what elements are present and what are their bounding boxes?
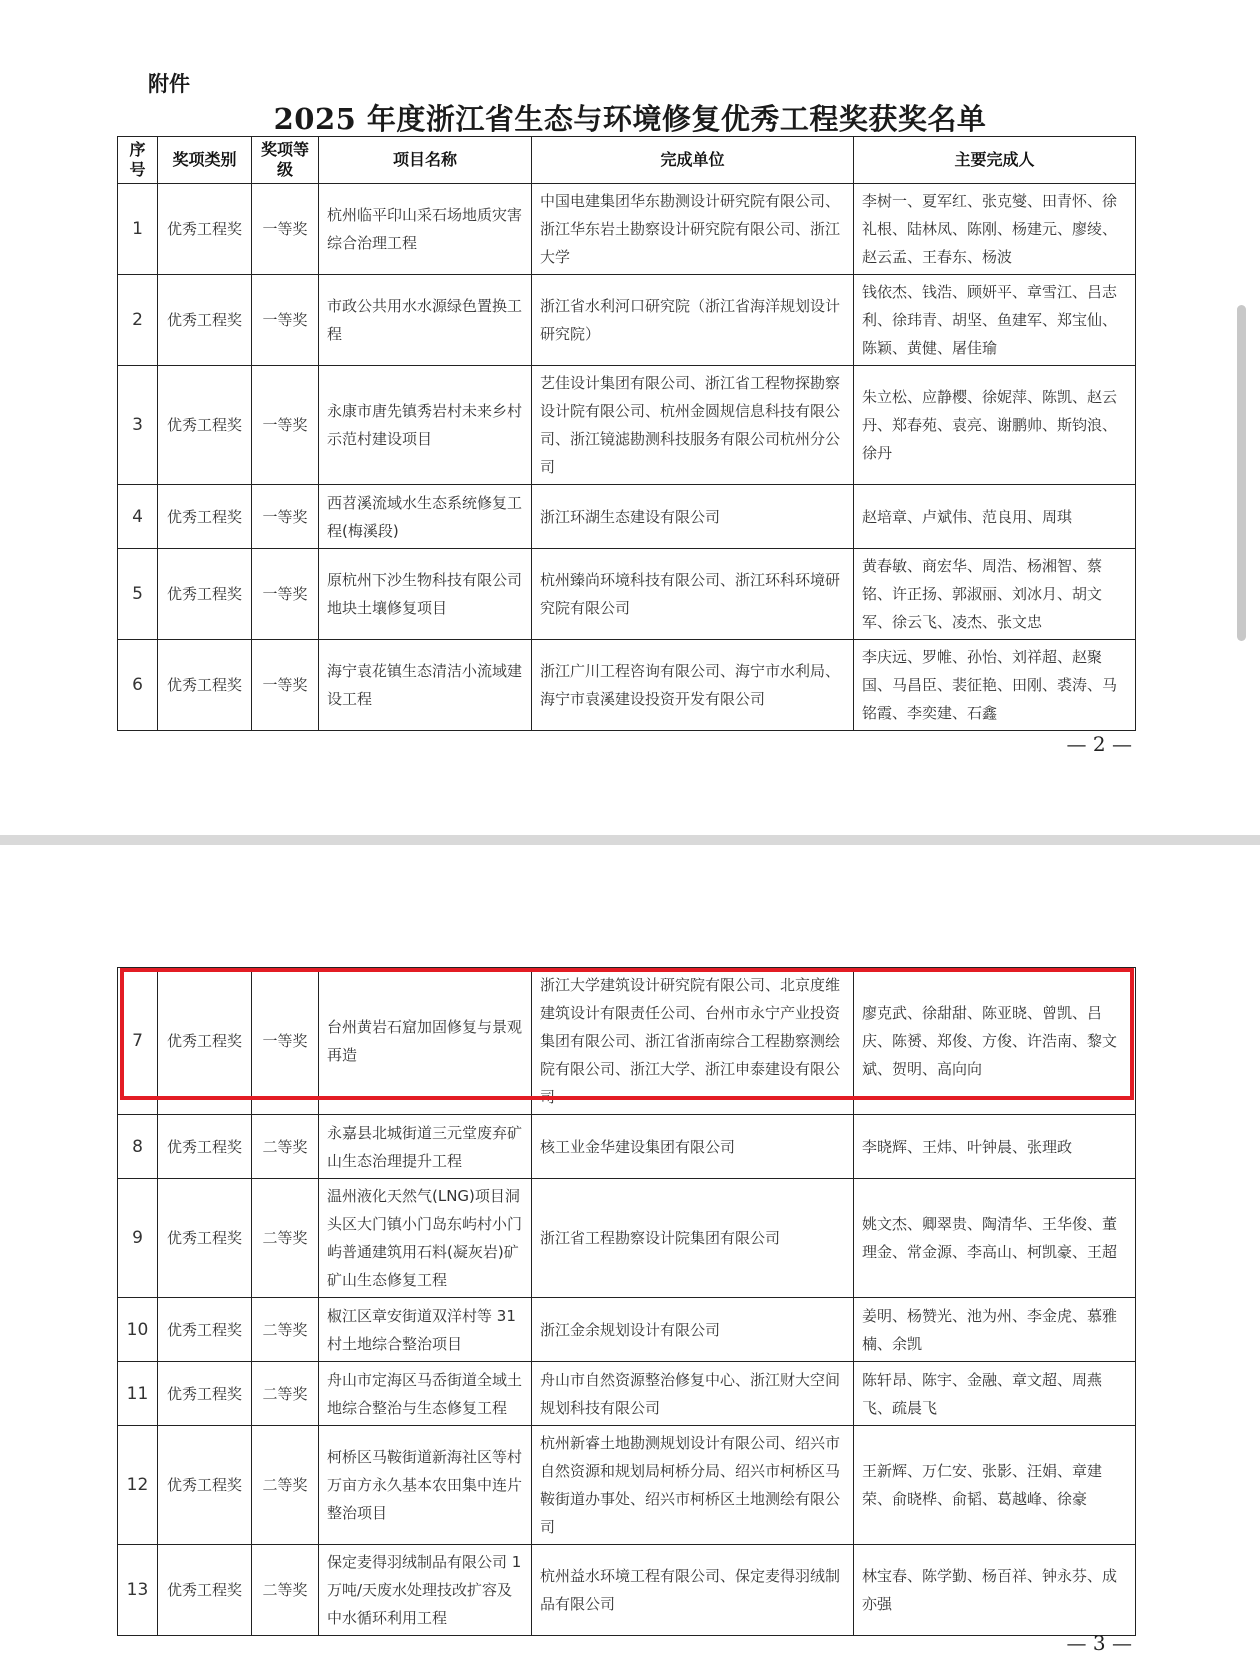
main-persons: 廖克武、徐甜甜、陈亚晓、曾凯、吕庆、陈赟、郑俊、方俊、许浩南、黎文斌、贺明、高向向 xyxy=(854,968,1136,1115)
project-name: 台州黄岩石窟加固修复与景观再造 xyxy=(319,968,532,1115)
project-name: 柯桥区马鞍街道新海社区等村万亩方永久基本农田集中连片整治项目 xyxy=(319,1426,532,1545)
project-name: 海宁袁花镇生态清洁小流域建设工程 xyxy=(319,640,532,731)
header-unit: 完成单位 xyxy=(532,137,854,184)
main-persons: 姜明、杨赞光、池为州、李金虎、慕雅楠、余凯 xyxy=(854,1298,1136,1362)
row-number: 1 xyxy=(118,184,158,275)
completion-unit: 杭州新睿土地勘测规划设计有限公司、绍兴市自然资源和规划局柯桥分局、绍兴市柯桥区马鞍街道办事处、绍兴市柯桥区土地测绘有限公司 xyxy=(532,1426,854,1545)
row-number: 8 xyxy=(118,1115,158,1179)
header-project: 项目名称 xyxy=(319,137,532,184)
award-grade: 二等奖 xyxy=(252,1298,319,1362)
award-grade: 一等奖 xyxy=(252,549,319,640)
table-row xyxy=(118,366,1136,485)
row-number: 7 xyxy=(118,968,158,1115)
table-row xyxy=(118,1545,1136,1636)
award-category: 优秀工程奖 xyxy=(158,1362,252,1426)
scrollbar[interactable] xyxy=(1237,305,1246,641)
completion-unit: 浙江省工程勘察设计院集团有限公司 xyxy=(532,1179,854,1298)
award-grade: 一等奖 xyxy=(252,184,319,275)
award-category: 优秀工程奖 xyxy=(158,640,252,731)
award-category: 优秀工程奖 xyxy=(158,1298,252,1362)
header-category: 奖项类别 xyxy=(158,137,252,184)
completion-unit: 浙江广川工程咨询有限公司、海宁市水利局、海宁市袁溪建设投资开发有限公司 xyxy=(532,640,854,731)
document-page-2 xyxy=(0,0,1260,835)
table-row xyxy=(118,485,1136,549)
document-title: 2025 年度浙江省生态与环境修复优秀工程奖获奖名单 xyxy=(273,102,987,136)
main-persons: 李庆远、罗帷、孙怡、刘祥超、赵聚国、马昌臣、裴征艳、田刚、裘涛、马铭霞、李奕建、石鑫 xyxy=(854,640,1136,731)
award-category: 优秀工程奖 xyxy=(158,968,252,1115)
award-category: 优秀工程奖 xyxy=(158,1545,252,1636)
completion-unit: 艺佳设计集团有限公司、浙江省工程物探勘察设计院有限公司、杭州金圆规信息科技有限公司、浙江镜滤勘测科技服务有限公司杭州分公司 xyxy=(532,366,854,485)
project-name: 椒江区章安街道双洋村等 31 村土地综合整治项目 xyxy=(319,1298,532,1362)
project-name: 永嘉县北城街道三元堂废弃矿山生态治理提升工程 xyxy=(319,1115,532,1179)
project-name: 原杭州下沙生物科技有限公司地块土壤修复项目 xyxy=(319,549,532,640)
completion-unit: 浙江金余规划设计有限公司 xyxy=(532,1298,854,1362)
table-row xyxy=(118,640,1136,731)
table-row xyxy=(118,1298,1136,1362)
award-category: 优秀工程奖 xyxy=(158,549,252,640)
award-grade: 二等奖 xyxy=(252,1545,319,1636)
table-row xyxy=(118,275,1136,366)
table-row xyxy=(118,1426,1136,1545)
table-row xyxy=(118,1179,1136,1298)
table-row xyxy=(118,968,1136,1115)
award-grade: 二等奖 xyxy=(252,1426,319,1545)
award-grade: 一等奖 xyxy=(252,968,319,1115)
main-persons: 李晓辉、王炜、叶钟晨、张理政 xyxy=(854,1115,1136,1179)
main-persons: 黄春敏、商宏华、周浩、杨湘智、蔡铭、许正扬、郭淑丽、刘冰月、胡文军、徐云飞、凌杰、张文忠 xyxy=(854,549,1136,640)
award-category: 优秀工程奖 xyxy=(158,275,252,366)
completion-unit: 杭州益水环境工程有限公司、保定麦得羽绒制品有限公司 xyxy=(532,1545,854,1636)
completion-unit: 浙江省水利河口研究院（浙江省海洋规划设计研究院） xyxy=(532,275,854,366)
completion-unit: 核工业金华建设集团有限公司 xyxy=(532,1115,854,1179)
award-category: 优秀工程奖 xyxy=(158,485,252,549)
award-table-page-2 xyxy=(117,136,1136,731)
project-name: 西苕溪流域水生态系统修复工程(梅溪段) xyxy=(319,485,532,549)
completion-unit: 中国电建集团华东勘测设计研究院有限公司、浙江华东岩土勘察设计研究院有限公司、浙江大学 xyxy=(532,184,854,275)
header-no: 序号 xyxy=(118,137,158,184)
completion-unit: 杭州臻尚环境科技有限公司、浙江环科环境研究院有限公司 xyxy=(532,549,854,640)
award-category: 优秀工程奖 xyxy=(158,366,252,485)
project-name: 市政公共用水水源绿色置换工程 xyxy=(319,275,532,366)
award-grade: 一等奖 xyxy=(252,640,319,731)
page-number: — 2 — xyxy=(1066,732,1132,756)
header-grade: 奖项等级 xyxy=(252,137,319,184)
main-persons: 李树一、夏军红、张克燮、田青怀、徐礼根、陆林凤、陈刚、杨建元、廖绫、赵云孟、王春东、杨波 xyxy=(854,184,1136,275)
main-persons: 朱立松、应静樱、徐妮萍、陈凯、赵云丹、郑春苑、袁亮、谢鹏帅、斯钧浪、徐丹 xyxy=(854,366,1136,485)
project-name: 舟山市定海区马岙街道全域土地综合整治与生态修复工程 xyxy=(319,1362,532,1426)
row-number: 11 xyxy=(118,1362,158,1426)
table-row xyxy=(118,1115,1136,1179)
main-persons: 陈轩昂、陈宇、金融、章文超、周燕飞、疏晨飞 xyxy=(854,1362,1136,1426)
project-name: 杭州临平印山采石场地质灾害综合治理工程 xyxy=(319,184,532,275)
header-persons: 主要完成人 xyxy=(854,137,1136,184)
page-number: — 3 — xyxy=(1066,1631,1132,1655)
table-row xyxy=(118,549,1136,640)
table-row xyxy=(118,184,1136,275)
completion-unit: 浙江环湖生态建设有限公司 xyxy=(532,485,854,549)
row-number: 6 xyxy=(118,640,158,731)
award-category: 优秀工程奖 xyxy=(158,184,252,275)
row-number: 12 xyxy=(118,1426,158,1545)
row-number: 3 xyxy=(118,366,158,485)
completion-unit: 浙江大学建筑设计研究院有限公司、北京度维建筑设计有限责任公司、台州市永宁产业投资集团有限公司、浙江省浙南综合工程勘察测绘院有限公司、浙江大学、浙江申泰建设有限公司 xyxy=(532,968,854,1115)
award-table-page-3 xyxy=(117,967,1136,1636)
main-persons: 姚文杰、卿翠贵、陶清华、王华俊、董理金、常金源、李高山、柯凯豪、王超 xyxy=(854,1179,1136,1298)
row-number: 2 xyxy=(118,275,158,366)
main-persons: 赵培章、卢斌伟、范良用、周琪 xyxy=(854,485,1136,549)
row-number: 4 xyxy=(118,485,158,549)
completion-unit: 舟山市自然资源整治修复中心、浙江财大空间规划科技有限公司 xyxy=(532,1362,854,1426)
award-grade: 一等奖 xyxy=(252,366,319,485)
award-category: 优秀工程奖 xyxy=(158,1426,252,1545)
project-name: 温州液化天然气(LNG)项目洞头区大门镇小门岛东屿村小门屿普通建筑用石料(凝灰岩)矿矿山生态修复工程 xyxy=(319,1179,532,1298)
project-name: 保定麦得羽绒制品有限公司 1 万吨/天废水处理技改扩容及中水循环利用工程 xyxy=(319,1545,532,1636)
award-grade: 一等奖 xyxy=(252,485,319,549)
annex-label: 附件 xyxy=(148,72,190,96)
main-persons: 王新辉、万仁安、张影、汪娟、章建荣、俞晓桦、俞韬、葛越峰、徐豪 xyxy=(854,1426,1136,1545)
main-persons: 林宝春、陈学勤、杨百祥、钟永芬、成亦强 xyxy=(854,1545,1136,1636)
award-category: 优秀工程奖 xyxy=(158,1115,252,1179)
table-row xyxy=(118,1362,1136,1426)
award-category: 优秀工程奖 xyxy=(158,1179,252,1298)
project-name: 永康市唐先镇秀岩村未来乡村示范村建设项目 xyxy=(319,366,532,485)
award-grade: 一等奖 xyxy=(252,275,319,366)
row-number: 5 xyxy=(118,549,158,640)
row-number: 13 xyxy=(118,1545,158,1636)
award-grade: 二等奖 xyxy=(252,1179,319,1298)
row-number: 10 xyxy=(118,1298,158,1362)
row-number: 9 xyxy=(118,1179,158,1298)
main-persons: 钱依杰、钱浩、顾妍平、章雪江、吕志利、徐玮青、胡坚、鱼建军、郑宝仙、陈颖、黄健、屠佳瑜 xyxy=(854,275,1136,366)
page-separator xyxy=(0,835,1260,845)
award-grade: 二等奖 xyxy=(252,1115,319,1179)
award-grade: 二等奖 xyxy=(252,1362,319,1426)
